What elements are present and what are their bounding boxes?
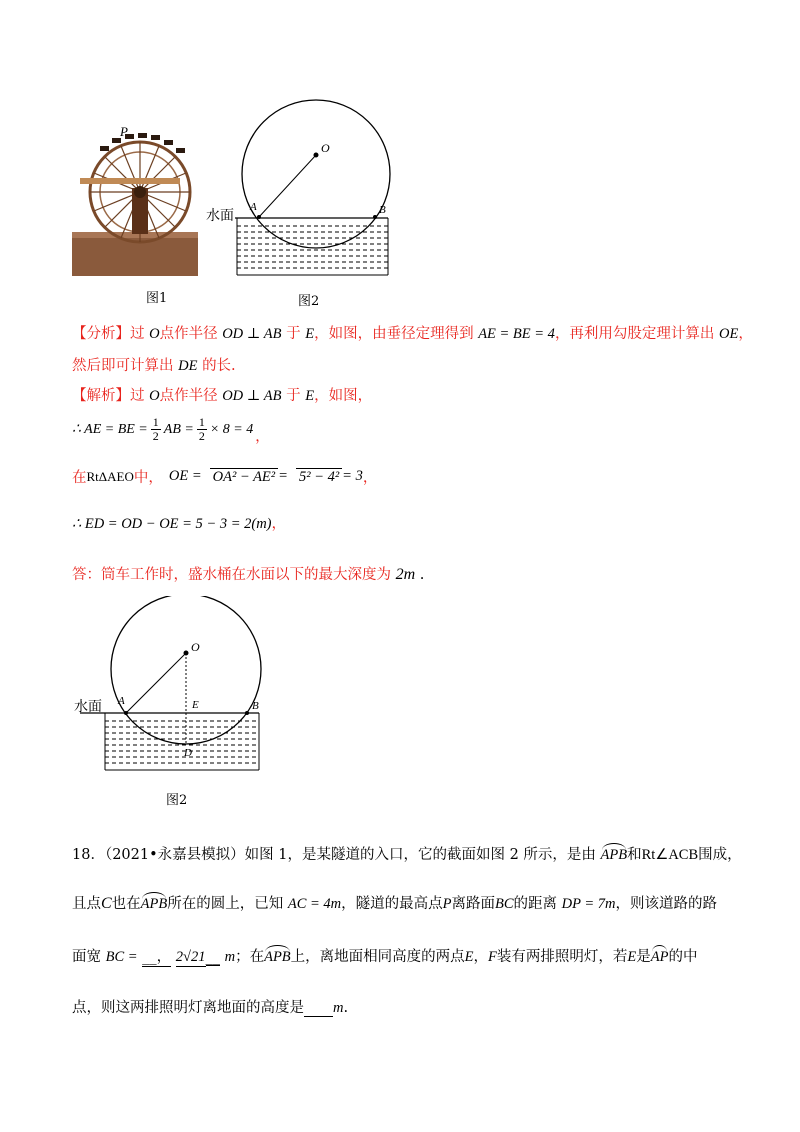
problem18-line-4: 点，则这两排照明灯离地面的高度是 m.	[72, 1000, 349, 1016]
label-b-2: B	[252, 700, 259, 712]
label-d-2: D	[184, 747, 192, 759]
answer-blank-1: 2√21	[175, 949, 206, 965]
figure1-caption: 图1	[146, 291, 168, 306]
solution-eq-1: ∴ AE = BE = $\frac{1}{2}$ AB = $\frac{1}{2}$ × 8 = 4 ，	[72, 415, 270, 445]
solution-line-1: 【解析】过 O点作半径 OD ⊥ AB 于 E，如图，	[72, 388, 373, 404]
solution-eq-2: 在 RtΔAEO 中， OE = OA² − AE² = 5² − 4² = 3 ，	[72, 468, 378, 486]
analysis-line-2: 然后即可计算出 DE 的长.	[72, 358, 236, 374]
water-label-2: 水面	[74, 699, 102, 715]
problem18-line-2: 且点C也在APB所在的圆上，已知 AC = 4m，隧道的最高点P离路面BC的距离 DP = 7m，则该道路的路	[72, 895, 717, 912]
answer-line: 答：筒车工作时，盛水桶在水面以下的最大深度为 2m .	[72, 566, 425, 583]
label-b: B	[379, 204, 386, 216]
solution-tag: 【解析】	[72, 388, 130, 404]
label-a-2: A	[118, 695, 125, 707]
figure2-caption-top: 图2	[298, 294, 320, 309]
rt-triangle-label: RtΔAEO	[86, 468, 134, 484]
solution-eq-3: ∴ ED = OD − OE = 5 − 3 = 2(m)，	[72, 516, 287, 532]
analysis-line-1: 【分析】过 O点作半径 OD ⊥ AB 于 E，如图，由垂径定理得到 AE = BE = 4，再利用勾股定理计算出 OE，	[72, 326, 753, 342]
problem18-line-3: 面宽 BC = __， 2√21__ m；在APB上，离地面相同高度的两点E，F装有两排照明灯，若E是AP的中	[72, 945, 697, 967]
waterwheel-photo	[72, 128, 198, 276]
analysis-tag: 【分析】	[72, 326, 130, 342]
answer-blank-2	[304, 1000, 333, 1017]
circle-diagram-1	[205, 92, 405, 282]
label-e-2: E	[192, 699, 199, 711]
water-label-1: 水面	[206, 208, 234, 224]
label-a: A	[250, 201, 257, 213]
problem18-line-1: 18．（2021•永嘉县模拟）如图 1，是某隧道的入口，它的截面如图 2 所示，是由 APB和Rt∠ACB围成，	[72, 847, 742, 863]
circle-diagram-2	[72, 596, 292, 776]
problem-number: 18．	[72, 847, 105, 863]
label-o-2: O	[191, 640, 200, 654]
figure2-caption-bottom: 图2	[166, 793, 188, 808]
photo-label-p: P	[120, 124, 128, 139]
label-o: O	[321, 141, 330, 155]
